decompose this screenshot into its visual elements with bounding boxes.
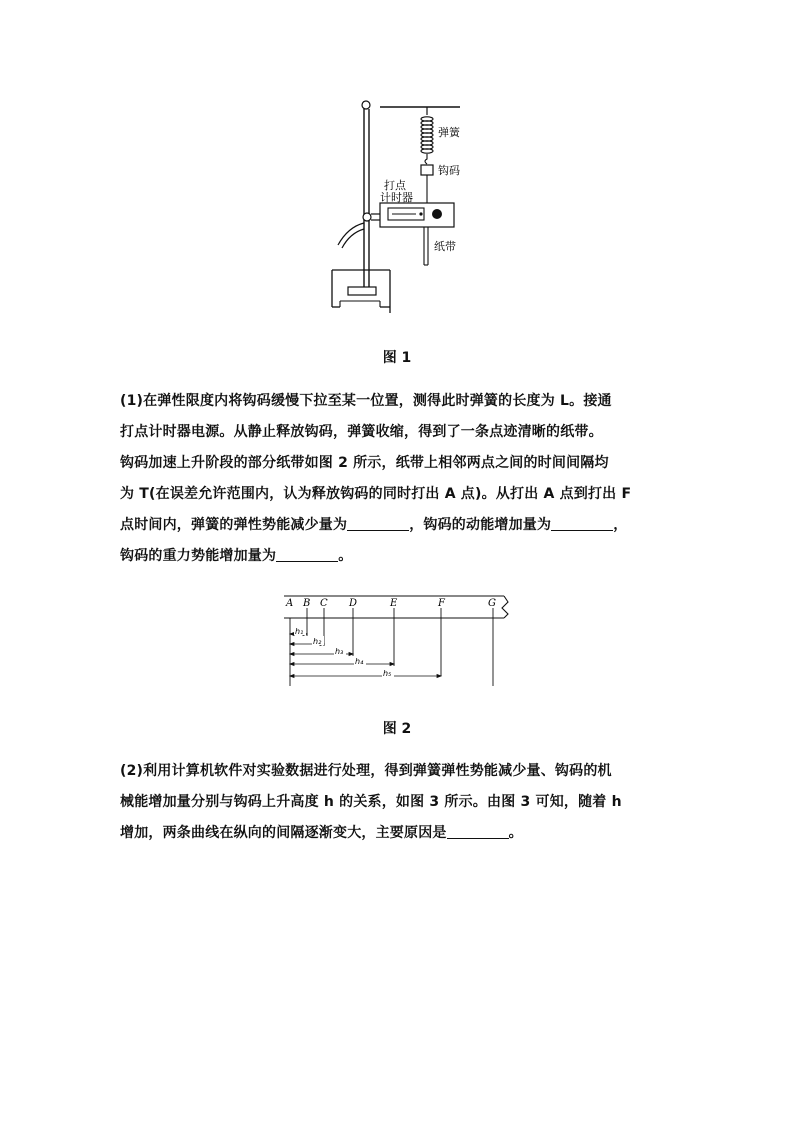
- answer-blank-1[interactable]: [347, 516, 409, 531]
- q1-line-3: 钩码加速上升阶段的部分纸带如图 2 所示，纸带上相邻两点之间的时间间隔均: [120, 455, 609, 471]
- answer-blank-3[interactable]: [276, 547, 338, 562]
- q1-line-5: [120, 510, 680, 541]
- q1-line-5a: 点时间内，弹簧的弹性势能减少量为: [120, 517, 348, 533]
- answer-blank-4[interactable]: [447, 824, 509, 839]
- point-B: B: [303, 598, 311, 609]
- label-tape: 纸带: [434, 240, 456, 253]
- q1-line-6: [120, 541, 680, 572]
- q1-line-6a: 钩码的重力势能增加量为: [120, 548, 277, 564]
- q2-line-3b: 。: [508, 825, 523, 841]
- q2-line-2: 械能增加量分别与钩码上升高度 h 的关系，如图 3 所示。由图 3 可知，随着 h: [120, 794, 622, 810]
- figure-2-tape: [282, 590, 516, 690]
- h4-label: h₄: [355, 657, 364, 666]
- point-D: D: [349, 598, 358, 609]
- q2-line-3: [120, 818, 680, 849]
- h5-label: h₅: [383, 669, 392, 678]
- figure-1-apparatus: [320, 95, 490, 320]
- label-spring: 弹簧: [438, 126, 460, 139]
- answer-blank-2[interactable]: [551, 516, 613, 531]
- point-C: C: [320, 598, 328, 609]
- h3-label: h₃: [335, 647, 344, 656]
- point-G: G: [488, 598, 496, 609]
- h1-label: h₁: [295, 627, 304, 636]
- label-weight: 钩码: [438, 164, 460, 177]
- q1-line-5b: ，钩码的动能增加量为: [409, 517, 552, 533]
- figure-1-caption: 图 1: [382, 350, 412, 366]
- q1-line-1: (1)在弹性限度内将钩码缓慢下拉至某一位置，测得此时弹簧的长度为 L。接通: [120, 393, 612, 409]
- q1-line-2: 打点计时器电源。从静止释放钩码，弹簧收缩，得到了一条点迹清晰的纸带。: [120, 424, 603, 440]
- figure-2-caption: 图 2: [382, 721, 412, 737]
- label-timer-line1: 打点: [384, 179, 406, 192]
- point-E: E: [390, 598, 398, 609]
- question-1: [120, 386, 680, 572]
- q1-line-5c: ，: [613, 517, 628, 533]
- h2-label: h₂: [313, 637, 322, 646]
- q1-line-6b: 。: [338, 548, 353, 564]
- q2-line-3a: 增加，两条曲线在纵向的间隔逐渐变大，主要原因是: [120, 825, 447, 841]
- q2-line-1: (2)利用计算机软件对实验数据进行处理，得到弹簧弹性势能减少量、钩码的机: [120, 763, 612, 779]
- q1-line-4: 为 T(在误差允许范围内，认为释放钩码的同时打出 A 点)。从打出 A 点到打出 F: [120, 486, 632, 502]
- label-timer-line2: 计时器: [380, 191, 413, 204]
- point-F: F: [438, 598, 445, 609]
- question-2: [120, 756, 680, 849]
- point-A: A: [286, 598, 294, 609]
